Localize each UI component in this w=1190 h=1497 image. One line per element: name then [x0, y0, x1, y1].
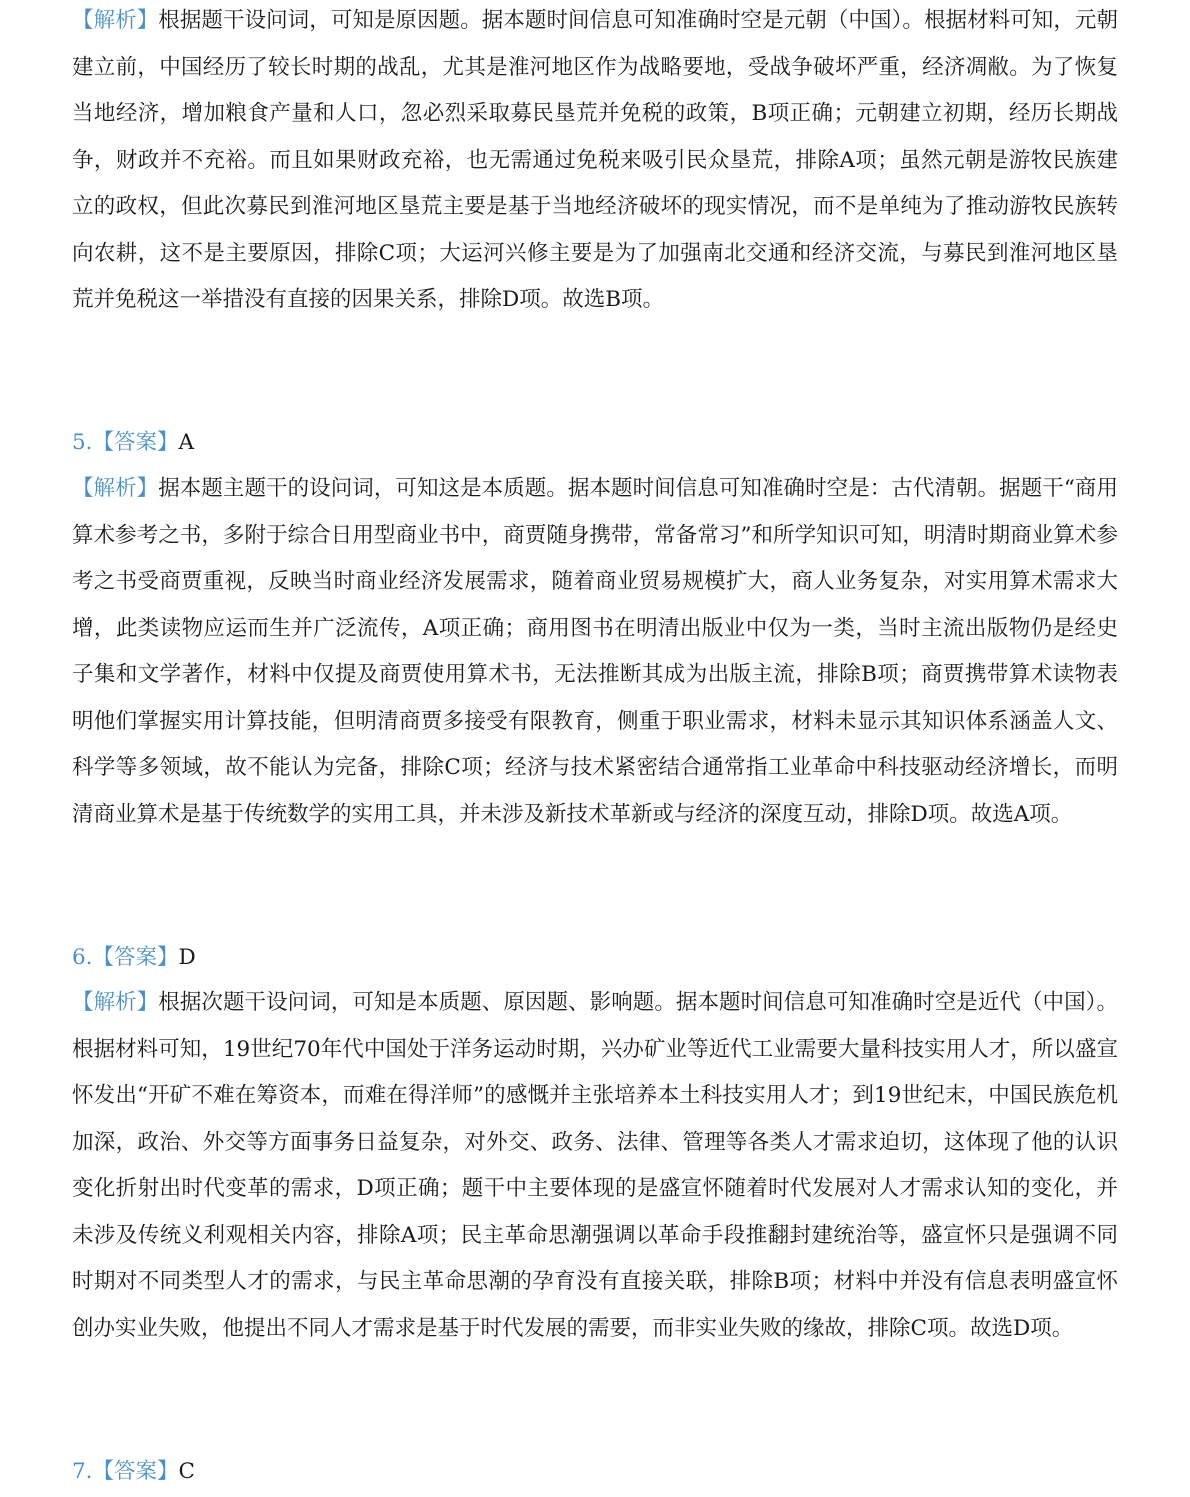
- analysis-tag: 【解析】: [72, 8, 159, 33]
- question-number: 6.: [72, 945, 93, 970]
- analysis-tag: 【解析】: [72, 476, 159, 501]
- answer-tag: 【答案】: [92, 945, 179, 970]
- analysis-text: 根据次题干设问词，可知是本质题、原因题、影响题。据本题时间信息可知准确时空是近代（中国）。根据材料可知，19世纪70年代中国处于洋务运动时期，兴办矿业等近代工业需要大量科技实用人才，所以盛宣怀发出“开矿不难在筹资本，而难在得洋师”的感慨并主张培养本土科技实用人才；到19世纪末，中国民族危机加深，政治、外交等方面事务日益复杂，对外交、政务、法律、管理等各类人才需求迫切，这体现了他的认识变化折射出时代变革的需求，D项正确；题干中主要体现的是盛宣怀随着时代发展对人才需求认知的变化，并未涉及传统义利观相关内容，排除A项；民主革命思潮强调以革命手段推翻封建统治等，盛宣怀只是强调不同时期对不同类型人才的需求，与民主革命思潮的孕育没有直接关联，排除B项；材料中并没有信息表明盛宣怀创办实业失败，他提出不同人才需求是基于时代发展的需要，而非实业失败的缘故，排除C项。故选D项。: [72, 990, 1118, 1341]
- analysis-text: 据本题主题干的设问词，可知这是本质题。据本题时间信息可知准确时空是：古代清朝。据题干“商用算术参考之书，多附于综合日用型商业书中，商贾随身携带，常备常习”和所学知识可知，明清时期商业算术参考之书受商贾重视，反映当时商业经济发展需求，随着商业贸易规模扩大，商人业务复杂，对实用算术需求大增，此类读物应运而生并广泛流传，A项正确；商用图书在明清出版业中仅为一类，当时主流出版物仍是经史子集和文学著作，材料中仅提及商贾使用算术书，无法推断其成为出版主流，排除B项；商贾携带算术读物表明他们掌握实用计算技能，但明清商贾多接受有限教育，侧重于职业需求，材料未显示其知识体系涵盖人文、科学等多领域，故不能认为完备，排除C项；经济与技术紧密结合通常指工业革命中科技驱动经济增长，而明清商业算术是基于传统数学的实用工具，并未涉及新技术革新或与经济的深度互动，排除D项。故选A项。: [72, 476, 1118, 827]
- analysis-paragraph-q5: [72, 466, 1118, 838]
- answer-value: D: [178, 945, 196, 970]
- answer-value: C: [178, 1459, 195, 1484]
- analysis-tag: 【解析】: [72, 990, 159, 1015]
- question-number: 7.: [72, 1459, 93, 1484]
- analysis-text: 根据题干设问词，可知是原因题。据本题时间信息可知准确时空是元朝（中国）。根据材料可知，元朝建立前，中国经历了较长时期的战乱，尤其是淮河地区作为战略要地，受战争破坏严重，经济凋敝。为了恢复当地经济，增加粮食产量和人口，忽必烈采取募民垦荒并免税的政策，B项正确；元朝建立初期，经历长期战争，财政并不充裕。而且如果财政充裕，也无需通过免税来吸引民众垦荒，排除A项；虽然元朝是游牧民族建立的政权，但此次募民到淮河地区垦荒主要是基于当地经济破坏的现实情况，而不是单纯为了推动游牧民族转向农耕，这不是主要原因，排除C项；大运河兴修主要是为了加强南北交通和经济交流，与募民到淮河地区垦荒并免税这一举措没有直接的因果关系，排除D项。故选B项。: [72, 8, 1118, 312]
- answer-header-q6: [72, 943, 196, 973]
- answer-tag: 【答案】: [92, 430, 179, 455]
- answer-header-q7: [72, 1457, 195, 1487]
- question-number: 5.: [72, 430, 93, 455]
- answer-tag: 【答案】: [92, 1459, 179, 1484]
- answer-value: A: [178, 430, 195, 455]
- analysis-paragraph-q4: [72, 0, 1118, 324]
- answer-header-q5: [72, 428, 194, 458]
- analysis-paragraph-q6: [72, 980, 1118, 1352]
